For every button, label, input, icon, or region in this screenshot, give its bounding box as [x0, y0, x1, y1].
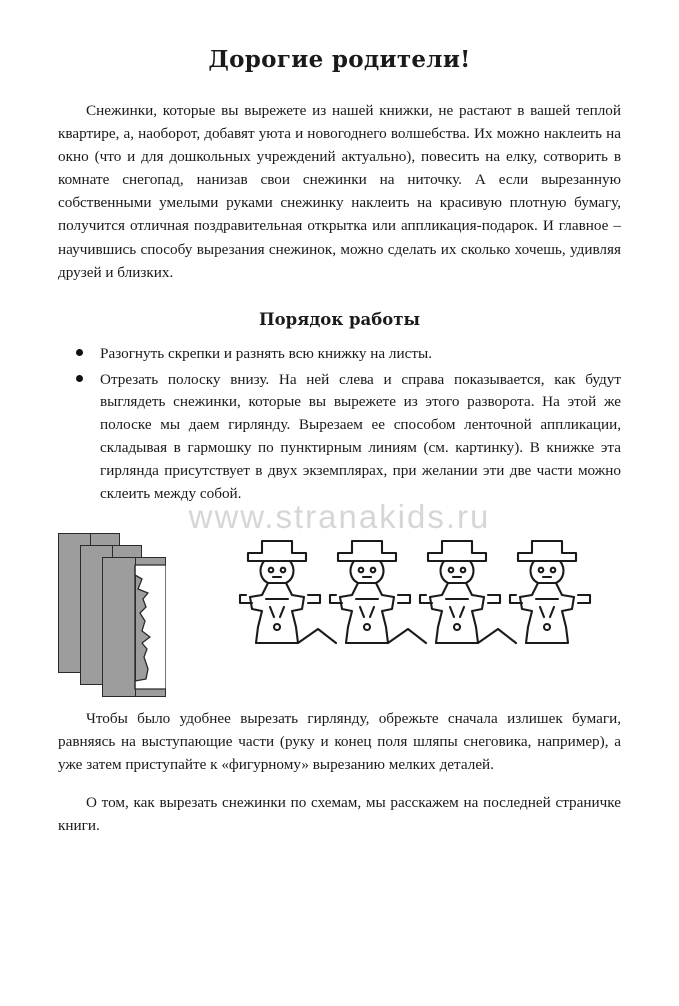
- list-item: [76, 369, 621, 506]
- folded-paper-stack-illustration: [58, 531, 238, 691]
- section-heading: Порядок работы: [259, 309, 420, 329]
- closing-paragraph-2: О том, как вырезать снежинки по схемам, мы расскажем на последней страничке книги.: [58, 793, 621, 834]
- steps-list: [58, 343, 621, 506]
- watermark: www.stranakids.ru: [188, 498, 491, 535]
- list-item: [76, 343, 621, 366]
- list-item-text: Разогнуть скрепки и разнять всю книжку на листы.: [100, 344, 433, 362]
- bullet-icon: [76, 375, 83, 382]
- bullet-icon: [76, 349, 83, 356]
- snowman-garland-illustration: [234, 525, 614, 695]
- list-item-text: Отрезать полоску внизу. На ней слева и справа показывается, как будут выглядеть снежинки, которые вы вырежете из этого разворота. На этой же полоске мы даем гирлянду. Вырезаем ее способом ленточной аппликации, складывая в гармошку по пунктирным линиям (см. картинку). В книжке эта гирлянда присутствует в двух экземплярах, при желании эти две части можно склеить между собой.: [100, 370, 621, 502]
- closing-paragraph-1: Чтобы было удобнее вырезать гирлянду, обрежьте сначала излишек бумаги, равняясь на выступающие части (руку и конец поля шляпы снеговика, например), а уже затем приступайте к «фигурному» вырезанию мелких деталей.: [58, 710, 621, 773]
- intro-paragraph: Снежинки, которые вы вырежете из нашей книжки, не растают в вашей теплой квартире, а, наоборот, добавят уюта и новогоднего волшебства. Их можно наклеить на окно (что и для дошкольных учреждений актуально), повесить на елку, сотворить в комнате снегопад, нанизав свои снежинки на ниточку. А если вырезанную собственными умелыми руками снежинку наклеить на красивую плотную бумагу, получится отличная поздравительная открытка или аппликация-подарок. И главное – научившись способу вырезания снежинок, можно сделать их сколько хочешь, удивляя друзей и близких.: [58, 102, 621, 281]
- document-page: [0, 46, 679, 1006]
- snowman-cutout-icon: [102, 557, 166, 697]
- page-title: Дорогие родители!: [208, 46, 471, 73]
- illustration-figure: [58, 519, 621, 704]
